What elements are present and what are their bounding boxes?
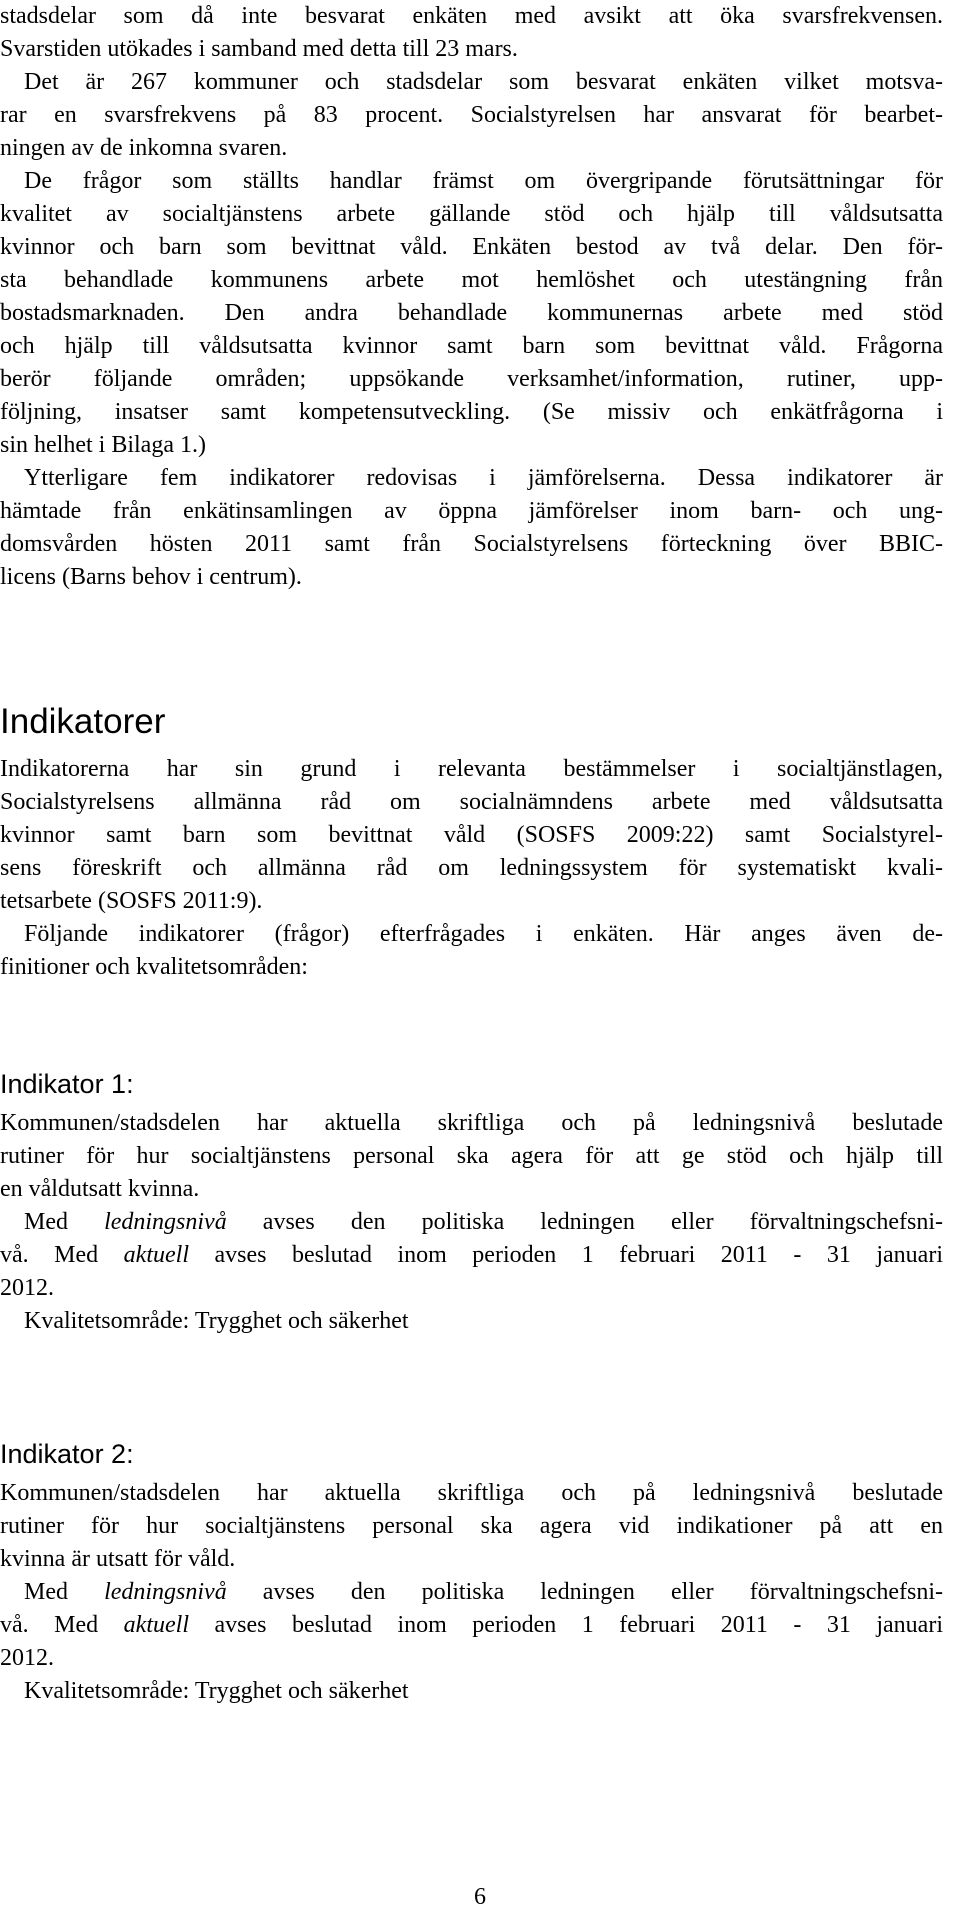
indicator-1-heading: Indikator 1: [0, 1069, 134, 1099]
indicator-2-heading: Indikator 2: [0, 1439, 134, 1469]
page-number: 6 [474, 1884, 486, 1910]
text-line: rutiner för hur socialtjänstens personal ska agera vid indikationer på att en [0, 1513, 943, 1539]
text-line: licens (Barns behov i centrum). [0, 564, 302, 590]
text-line: sta behandlade kommunens arbete mot hemlöshet och utestängning från [0, 267, 943, 293]
text-line: De frågor som ställts handlar främst om övergripande förutsättningar för [24, 168, 943, 194]
text-line: rar en svarsfrekvens på 83 procent. Socialstyrelsen har ansvarat för bearbet- [0, 102, 943, 128]
text-line: kvalitet av socialtjänstens arbete gällande stöd och hjälp till våldsutsatta [0, 201, 943, 227]
text-line: sin helhet i Bilaga 1.) [0, 432, 206, 458]
text-line: sens föreskrift och allmänna råd om ledningssystem för systematiskt kvali- [0, 855, 943, 881]
definition-line: vå. Med aktuell avses beslutad inom perioden 1 februari 2011 - 31 januari [0, 1242, 943, 1268]
text-line: Kommunen/stadsdelen har aktuella skriftliga och på ledningsnivå beslutade [0, 1110, 943, 1136]
text-line: ningen av de inkomna svaren. [0, 135, 288, 161]
text-line: kvinna är utsatt för våld. [0, 1546, 236, 1572]
section-text [0, 753, 960, 984]
text-line: hämtade från enkätinsamlingen av öppna jämförelser inom barn- och ung- [0, 498, 943, 524]
definition-line: Med ledningsnivå avses den politiska ledningen eller förvaltningschefsni- [24, 1579, 943, 1605]
text-line: 2012. [0, 1275, 54, 1301]
text-line: Svarstiden utökades i samband med detta till 23 mars. [0, 36, 518, 62]
text-line: domsvården hösten 2011 samt från Socialstyrelsens förteckning över BBIC- [0, 531, 943, 557]
text-line: stadsdelar som då inte besvarat enkäten med avsikt att öka svarsfrekvensen. [0, 3, 943, 29]
definition-line: Med ledningsnivå avses den politiska ledningen eller förvaltningschefsni- [24, 1209, 943, 1235]
text-line: kvinnor samt barn som bevittnat våld (SOSFS 2009:22) samt Socialstyrel- [0, 822, 943, 848]
intro-text [0, 0, 960, 594]
text-line: och hjälp till våldsutsatta kvinnor samt barn som bevittnat våld. Frågorna [0, 333, 943, 359]
text-line: berör följande områden; uppsökande verksamhet/information, rutiner, upp- [0, 366, 943, 392]
text-line: Socialstyrelsens allmänna råd om socialnämndens arbete med våldsutsatta [0, 789, 943, 815]
indicator-1-text [0, 1107, 960, 1338]
text-line: kvinnor och barn som bevittnat våld. Enkäten bestod av två delar. Den för- [0, 234, 943, 260]
text-line: följning, insatser samt kompetensutveckling. (Se missiv och enkätfrågorna i [0, 399, 943, 425]
quality-area: Kvalitetsområde: Trygghet och säkerhet [24, 1308, 409, 1334]
text-line: bostadsmarknaden. Den andra behandlade kommunernas arbete med stöd [0, 300, 943, 326]
definition-line: vå. Med aktuell avses beslutad inom perioden 1 februari 2011 - 31 januari [0, 1612, 943, 1638]
text-line: Kommunen/stadsdelen har aktuella skriftliga och på ledningsnivå beslutade [0, 1480, 943, 1506]
text-line: en våldutsatt kvinna. [0, 1176, 200, 1202]
section-heading: Indikatorer [0, 702, 166, 741]
text-line: Indikatorerna har sin grund i relevanta bestämmelser i socialtjänstlagen, [0, 756, 943, 782]
text-line: Ytterligare fem indikatorer redovisas i jämförelserna. Dessa indikatorer är [24, 465, 943, 491]
text-line: Följande indikatorer (frågor) efterfrågades i enkäten. Här anges även de- [24, 921, 943, 947]
text-line: rutiner för hur socialtjänstens personal ska agera för att ge stöd och hjälp till [0, 1143, 943, 1169]
indicator-2-text [0, 1477, 960, 1708]
text-line: Det är 267 kommuner och stadsdelar som besvarat enkäten vilket motsva- [24, 69, 943, 95]
text-line: 2012. [0, 1645, 54, 1671]
text-line: finitioner och kvalitetsområden: [0, 954, 308, 980]
text-line: tetsarbete (SOSFS 2011:9). [0, 888, 263, 914]
quality-area: Kvalitetsområde: Trygghet och säkerhet [24, 1678, 409, 1704]
